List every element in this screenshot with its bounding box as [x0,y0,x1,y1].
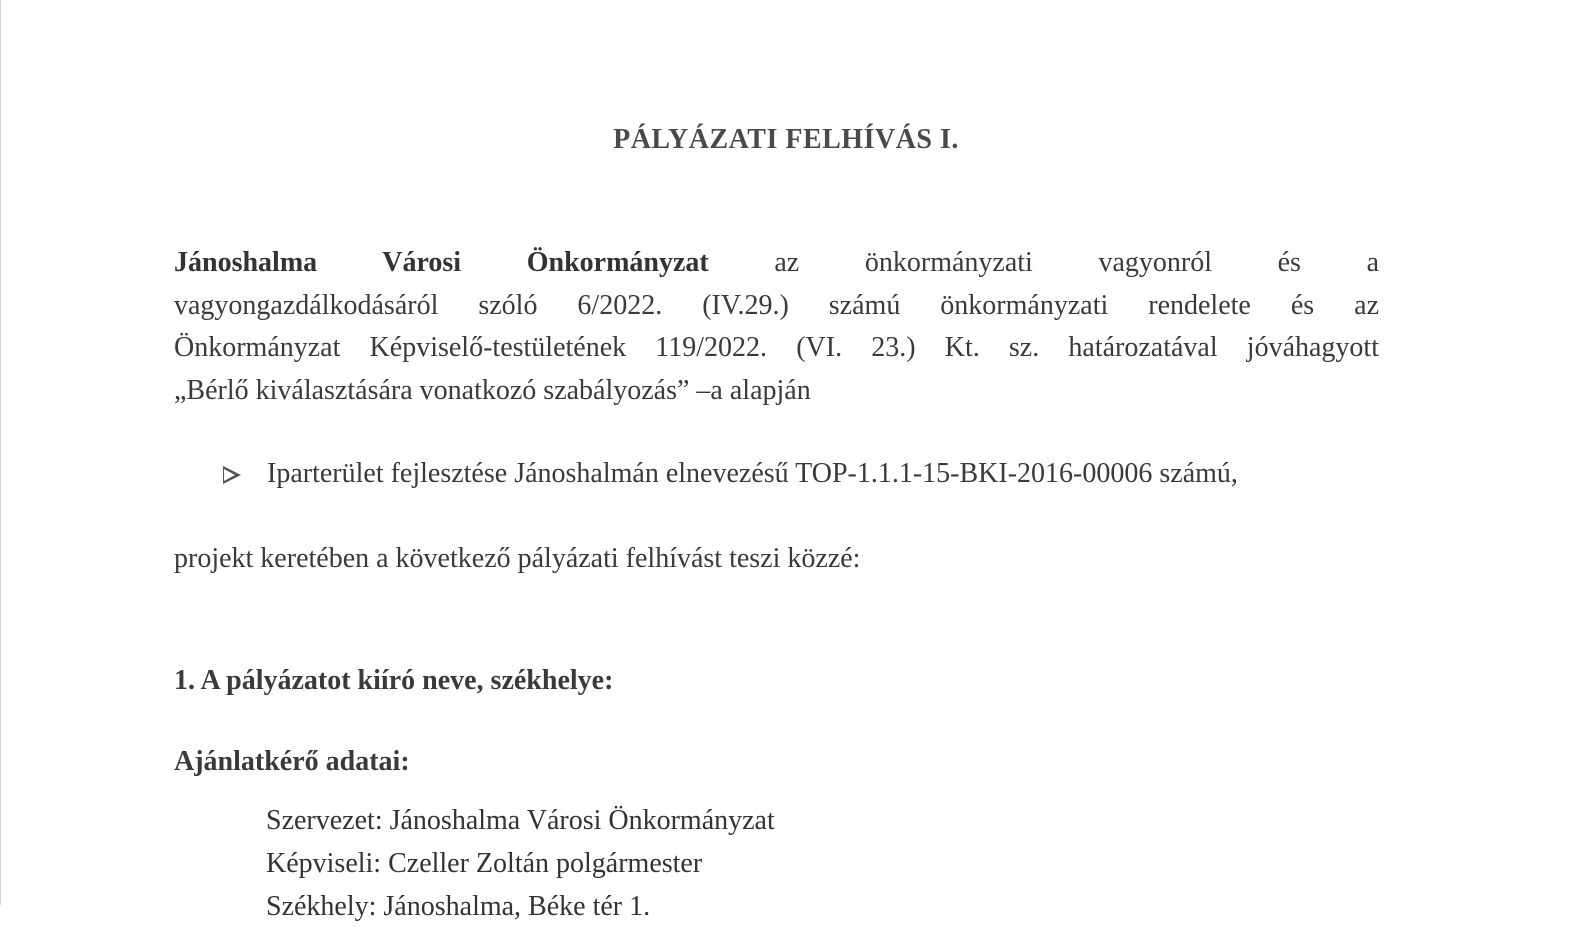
requester-data-heading: Ajánlatkérő adatai: [174,746,410,777]
detail-representative: Képviseli: Czeller Zoltán polgármester [266,848,703,879]
requester-details [266,799,775,928]
intro-line-1-rest: az önkormányzati vagyonról és a [774,247,1379,278]
detail-organization: Szervezet: Jánoshalma Városi Önkormányzat [266,805,775,836]
project-bullet-text: Iparterület fejlesztése Jánoshalmán elnevezésű TOP-1.1.1-15-BKI-2016-00006 számú, [267,458,1238,489]
municipality-name: Jánoshalma Városi Önkormányzat [174,247,709,278]
intro-line-4: „Bérlő kiválasztására vonatkozó szabályozás” –a alapján [174,374,811,406]
document-title: PÁLYÁZATI FELHÍVÁS I. [613,124,959,155]
publication-paragraph: projekt keretében a következő pályázati felhívást teszi közzé: [174,543,861,574]
section-1-heading: 1. A pályázatot kiíró neve, székhelye: [174,665,614,696]
intro-paragraph [174,242,1379,412]
project-bullet [223,455,1238,493]
intro-line-3: Önkormányzat Képviselő-testületének 119/2022. (VI. 23.) Kt. sz. határozatával jóváhagyott [174,332,1379,363]
intro-line-2: vagyongazdálkodásáról szóló 6/2022. (IV.29.) számú önkormányzati rendelete és az [174,289,1379,321]
intro-line-1 [174,242,1379,285]
arrow-bullet-icon [223,466,241,484]
detail-headquarters: Székhely: Jánoshalma, Béke tér 1. [266,891,651,922]
